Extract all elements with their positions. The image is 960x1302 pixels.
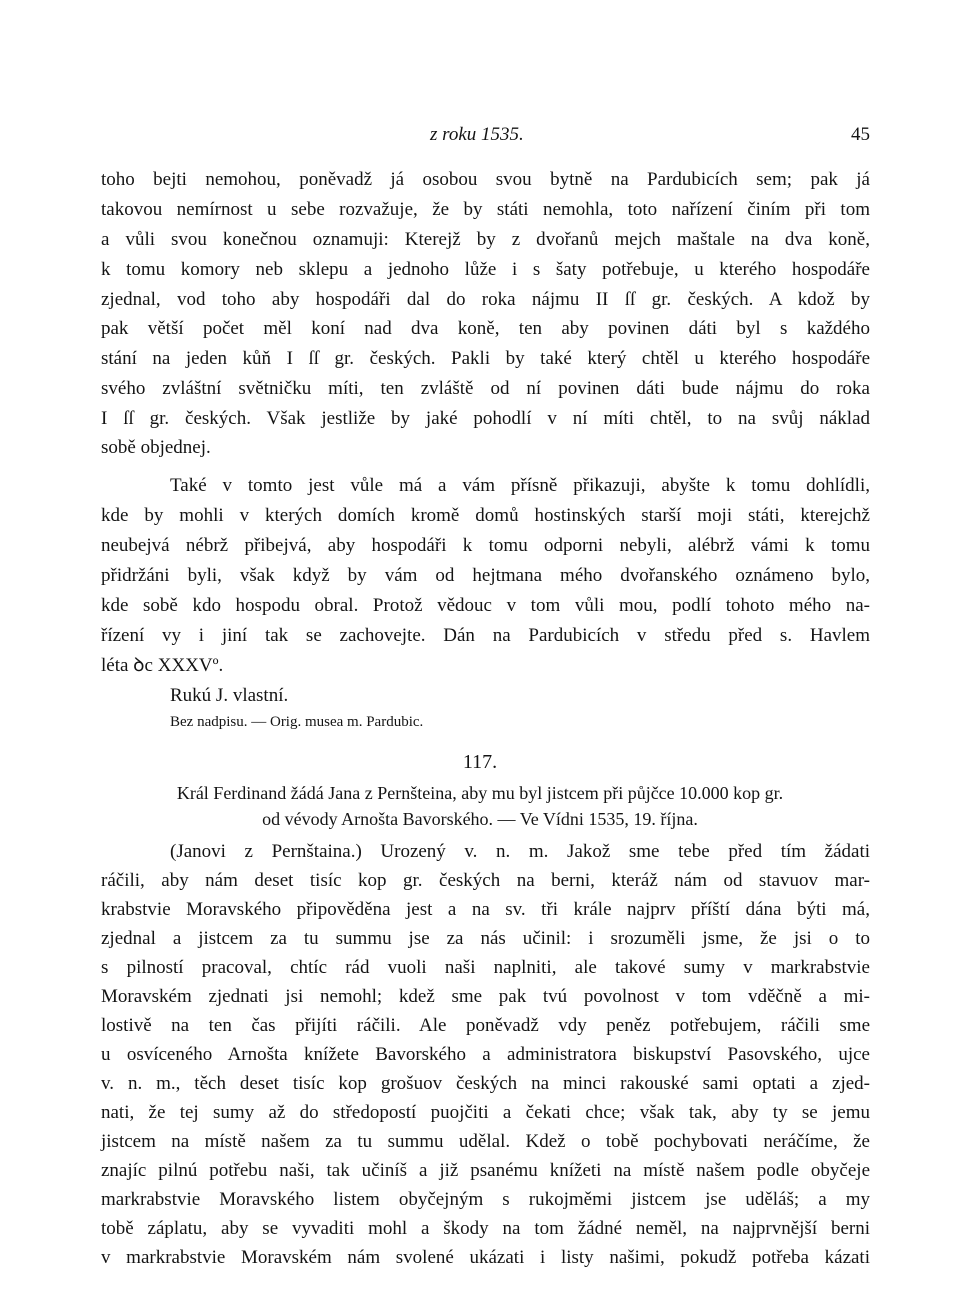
text-line: v. n. m., těch deset tisíc kop grošuov českých na minci rakouské sami optati a zjed- bbox=[101, 1073, 870, 1094]
text-line: neubejvá nébrž přibejvá, aby hospodáři k tomu odporni nebyli, alébrž vámi k tomu bbox=[101, 535, 870, 556]
text-line: stání na jeden kůň I ſſ gr. českých. Pakli by také který chtěl u kterého hospodáře bbox=[101, 348, 870, 369]
text-line: Také v tomto jest vůle má a vám přísně přikazuji, abyšte k tomu dohlídli, bbox=[170, 475, 870, 496]
page-header bbox=[100, 124, 870, 150]
text-line: a vůli svou konečnou oznamuji: Kterejž by z dvořanů mejch maštale na dva koně, bbox=[101, 229, 870, 250]
text-line: (Janovi z Pernštaina.) Urozený v. n. m. Jakož sme tebe před tím žádati bbox=[170, 841, 870, 862]
document-summary-line: Král Ferdinand žádá Jana z Pernšteina, aby mu byl jistcem při půjčce 10.000 kop gr. bbox=[176, 783, 784, 803]
text-line: jistcem na místě našem za tu summu udělal. Kdež o tobě pochybovati neráčíme, že bbox=[101, 1131, 870, 1152]
text-line: markrabstvie Moravského listem obyčejným s rukojměmi jistcem jse uděláš; a my bbox=[101, 1189, 870, 1210]
document-number: 117. bbox=[462, 751, 498, 773]
text-line: tobě záplatu, aby se vyvaditi mohl a škody na tom žádné neměl, na najprvnější berni bbox=[101, 1218, 870, 1239]
text-line: ráčili, aby nám deset tisíc kop gr. českých na berni, kteráž nám od stavuov mar- bbox=[101, 870, 870, 891]
text-line: kde by mohli v kterých domích kromě domů hostinských starší moji státi, kterejchž bbox=[101, 505, 870, 526]
text-line: toho bejti nemohou, poněvadž já osobou svou bytně na Pardubicích sem; pak já bbox=[101, 169, 870, 190]
running-head: z roku 1535. bbox=[430, 124, 524, 145]
text-line: pak větší počet měl koní nad dva koně, ten aby povinen dáti byl s každého bbox=[101, 318, 870, 339]
text-line: v markrabstvie Moravském nám svolené ukázati i listy našimi, pokudž potřeba kázati bbox=[101, 1247, 870, 1268]
source-note: Bez nadpisu. — Orig. musea m. Pardubic. bbox=[170, 714, 424, 730]
text-line: kde sobě kdo hospodu obral. Protož vědouc v tom vůli mou, podlí tohoto mého na- bbox=[101, 595, 870, 616]
text-line: krabstvie Moravského připověděna jest a na sv. tři krále najprv příští dána býti má, bbox=[101, 899, 870, 920]
text-line: nati, že tej sumy až do středopostí puojčiti a čekati chce; však tak, aby ty se jemu bbox=[101, 1102, 870, 1123]
text-line: k tomu komory neb sklepu a jednoho lůže i s šaty potřebuje, u kterého hospodáře bbox=[101, 259, 870, 280]
text-line: lostivě na ten čas přijíti ráčili. Ale poněvadž vdy peněz potřebujem, ráčili sme bbox=[101, 1015, 870, 1036]
text-line: Moravském zjednati jsi nemohl; kdež sme pak tvú povolnost v tom vděčně a mi- bbox=[101, 986, 870, 1007]
text-line: u osvíceného Arnošta knížete Bavorského a administratora biskupství Pasovského, ujce bbox=[101, 1044, 870, 1065]
signature: Rukú J. vlastní. bbox=[170, 685, 289, 706]
text-line: I ſſ gr. českých. Však jestliže by jaké pohodlí v ní míti chtěl, to na svůj náklad bbox=[101, 408, 870, 429]
text-line: s pilností pracoval, chtíc rád vuoli naši naplniti, ale takové sumy v markrabstvie bbox=[101, 957, 870, 978]
text-line: řízení vy i jiní tak se zachovejte. Dán na Pardubicích v středu před s. Havlem bbox=[101, 625, 870, 646]
page-number: 45 bbox=[851, 124, 870, 145]
text-line: léta ꝺc XXXVº. bbox=[101, 655, 224, 676]
text-line: svého zvláštní světničku míti, ten zvláště od ní povinen dáti bude nájmu do roka bbox=[101, 378, 870, 399]
text-line: zjednal a jistcem za tu summu jse za nás učinil: i srozuměli jsme, že jsi o to bbox=[101, 928, 870, 949]
text-line: takovou nemírnost u sebe rozvažuje, že by státi nemohla, toto nařízení činím při tom bbox=[101, 199, 870, 220]
text-line: zjednal, vod toho aby hospodáři dal do roka nájmu II ſſ gr. českých. A kdož by bbox=[101, 289, 870, 310]
text-line: znajíc pilnú potřebu naši, tak učiníš a již psanému knížeti na místě našem podle obyčeje bbox=[101, 1160, 870, 1181]
document-summary-line: od vévody Arnošta Bavorského. — Ve Vídni 1535, 19. října. bbox=[262, 809, 698, 829]
text-line: přidržáni byli, však když by vám od hejtmana mého dvořanského oznámeno bylo, bbox=[101, 565, 870, 586]
text-line: sobě objednej. bbox=[101, 437, 211, 458]
